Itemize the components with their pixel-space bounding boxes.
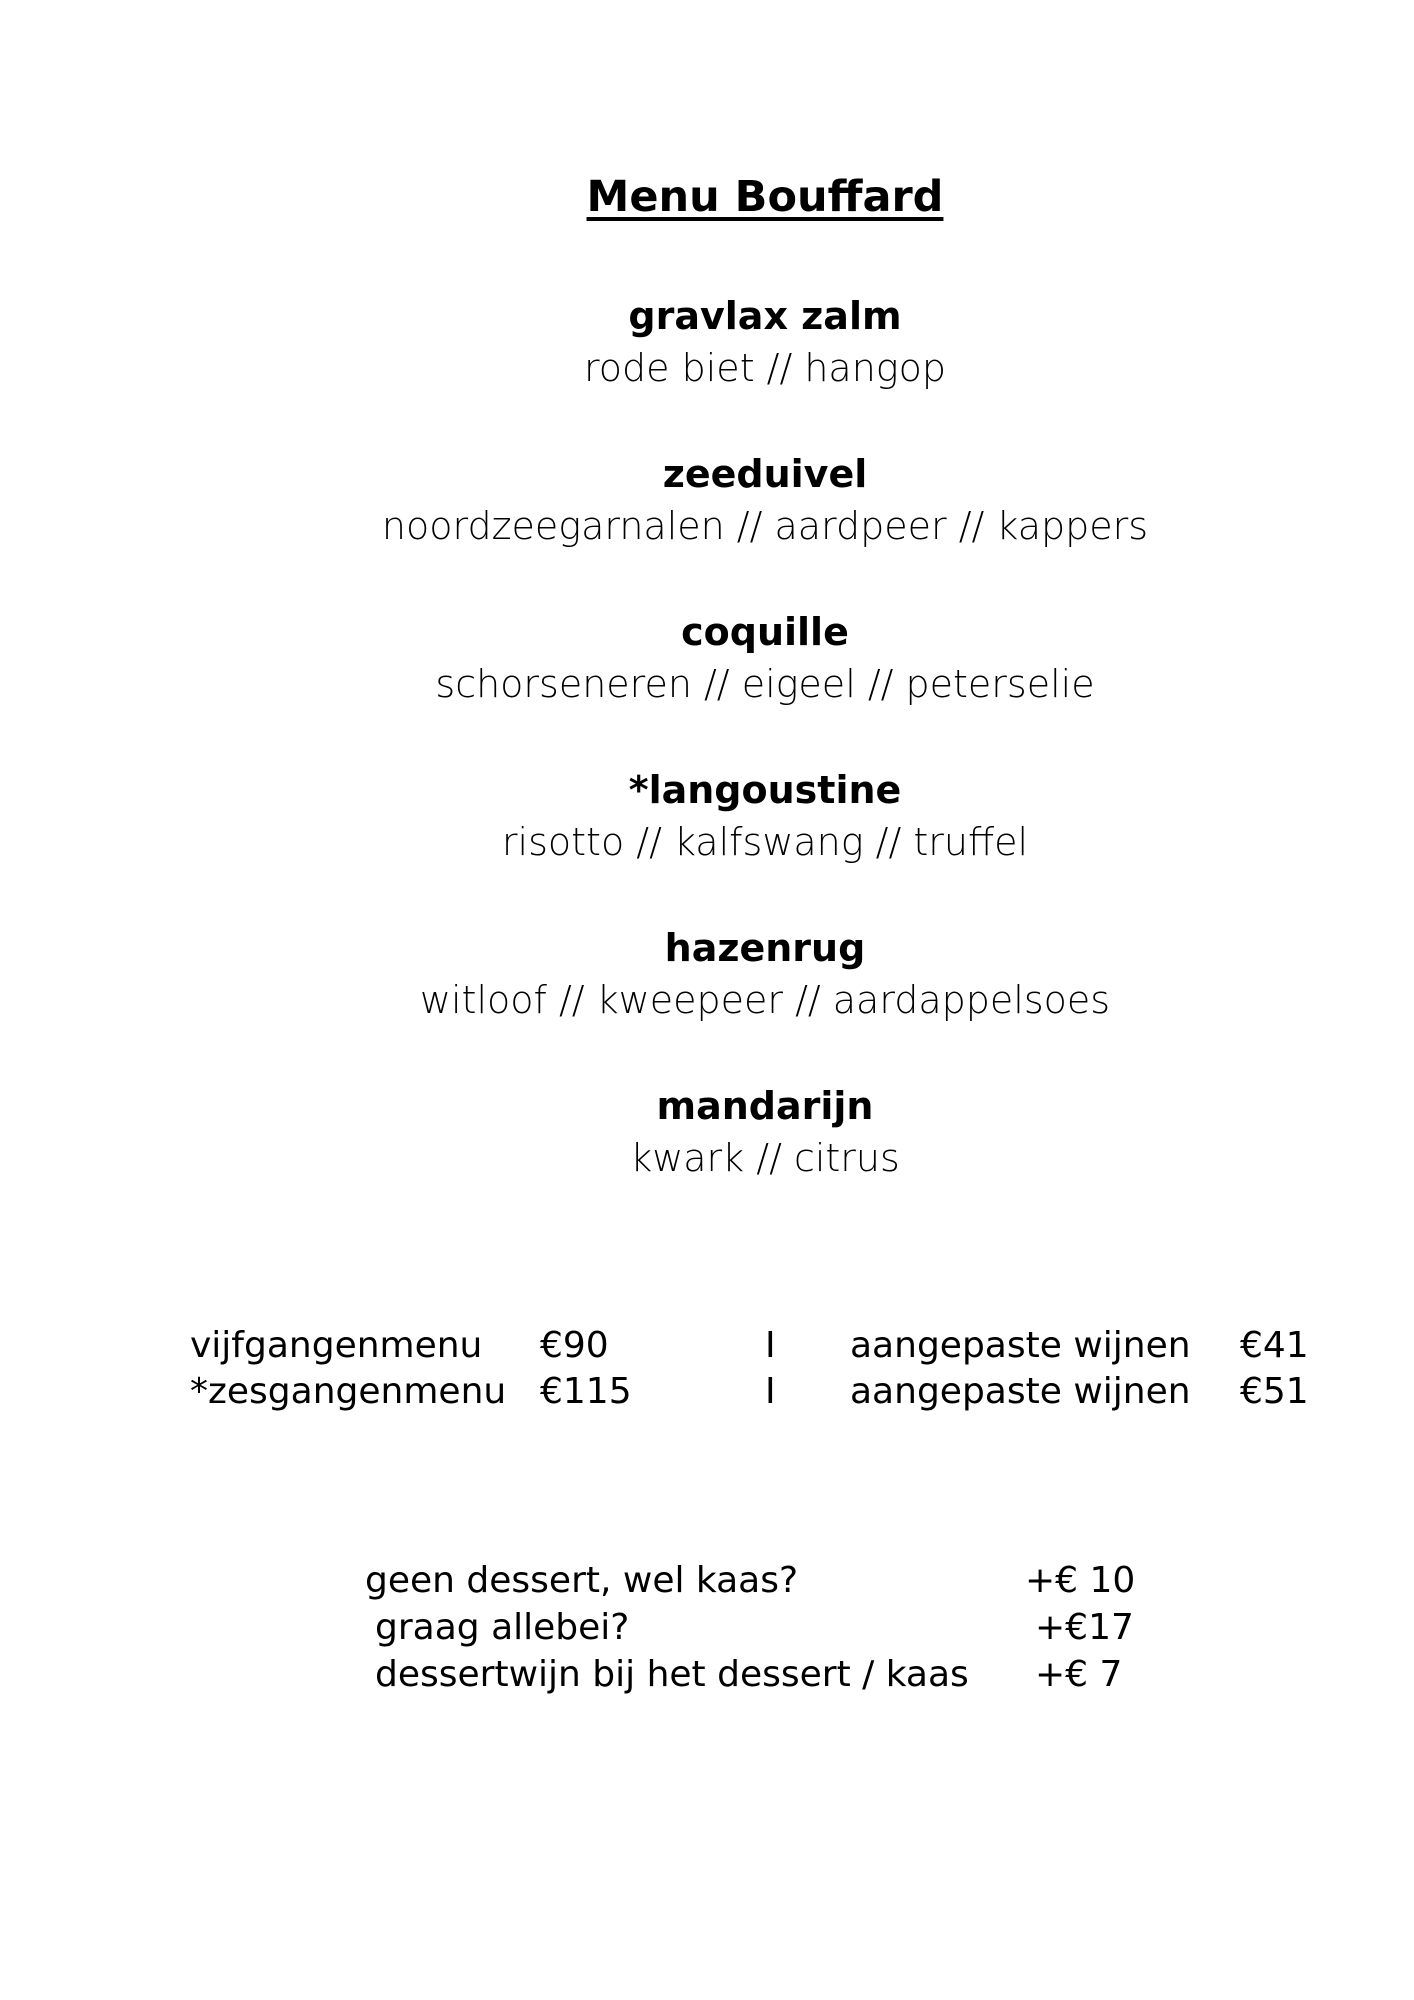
extra-label: geen dessert, wel kaas?: [365, 1560, 799, 1601]
course-item: [0, 290, 1414, 394]
page-title: Menu Bouffard: [586, 172, 944, 222]
course-item: [0, 448, 1414, 552]
course-name: gravlax zalm: [628, 294, 902, 338]
wine-price: €51: [1240, 1371, 1309, 1412]
course-name: *langoustine: [628, 768, 902, 812]
course-description: schorseneren // eigeel // peterselie: [435, 662, 1095, 706]
course-name: hazenrug: [664, 926, 866, 970]
course-name: zeeduivel: [662, 452, 868, 496]
course-description: witloof // kweepeer // aardappelsoes: [419, 978, 1111, 1022]
course-name: coquille: [681, 610, 849, 654]
extra-price: +€ 7: [1035, 1654, 1123, 1695]
course-item: [0, 922, 1414, 1026]
menu-label: *zesgangenmenu: [190, 1371, 507, 1412]
wine-label: aangepaste wijnen: [850, 1371, 1191, 1412]
extra-label: graag allebei?: [375, 1607, 630, 1648]
course-item: [0, 764, 1414, 868]
separator: I: [765, 1371, 776, 1412]
menu-price: €90: [540, 1325, 609, 1366]
course-item: [0, 1080, 1414, 1184]
wine-label: aangepaste wijnen: [850, 1325, 1191, 1366]
extra-label: dessertwijn bij het dessert / kaas: [375, 1654, 969, 1695]
course-description: kwark // citrus: [630, 1136, 900, 1180]
extra-price: +€17: [1035, 1607, 1134, 1648]
extra-price: +€ 10: [1025, 1560, 1136, 1601]
course-item: [0, 606, 1414, 710]
menu-label: vijfgangenmenu: [190, 1325, 483, 1366]
menu-price: €115: [540, 1371, 632, 1412]
course-description: rode biet // hangop: [584, 346, 946, 390]
course-description: noordzeegarnalen // aardpeer // kappers: [381, 504, 1149, 548]
separator: I: [765, 1325, 776, 1366]
course-name: mandarijn: [656, 1084, 874, 1128]
wine-price: €41: [1240, 1325, 1309, 1366]
course-description: risotto // kalfswang // truffel: [501, 820, 1029, 864]
